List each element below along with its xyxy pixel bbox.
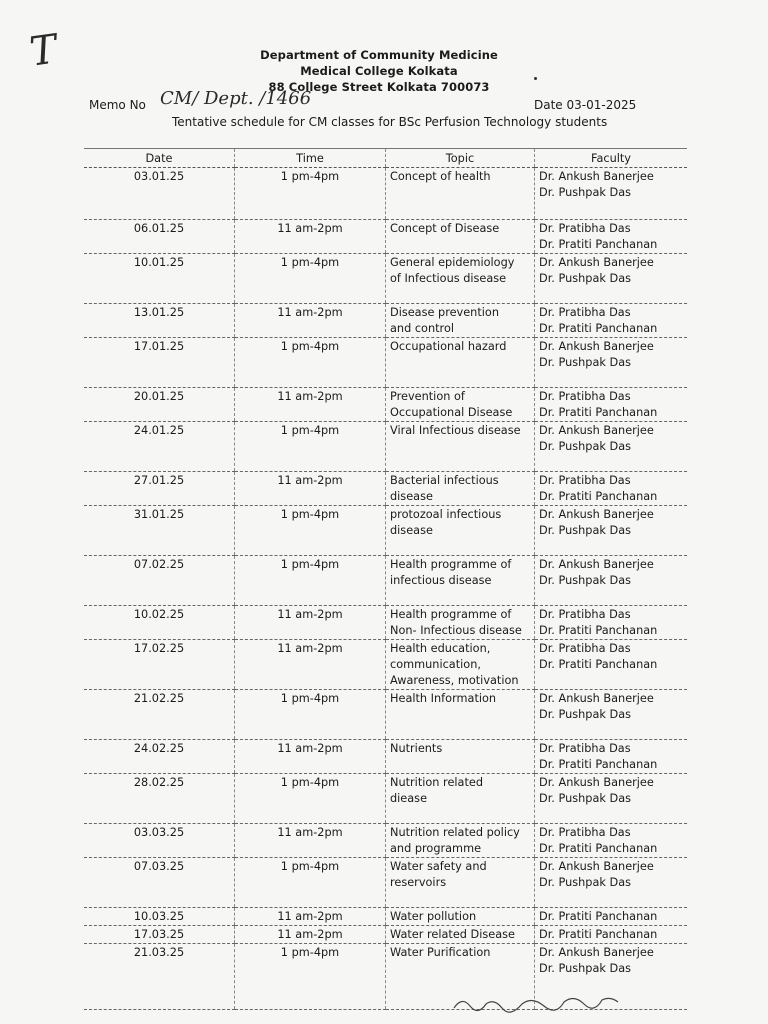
college-name: Medical College Kolkata bbox=[300, 64, 458, 78]
cell-topic bbox=[386, 606, 535, 640]
topic-line: Concept of Disease bbox=[390, 222, 500, 235]
cell-faculty bbox=[535, 506, 688, 556]
topic-line: Water pollution bbox=[390, 910, 477, 923]
table-row bbox=[84, 422, 687, 472]
cell-topic bbox=[386, 304, 535, 338]
cell-topic bbox=[386, 774, 535, 824]
column-header-topic: Topic bbox=[386, 149, 535, 168]
faculty-name: Dr. Pratiti Panchanan bbox=[539, 658, 658, 671]
faculty-name: Dr. Pratiti Panchanan bbox=[539, 842, 658, 855]
cell-time: 11 am-2pm bbox=[235, 824, 386, 858]
cell-topic bbox=[386, 388, 535, 422]
cell-time: 11 am-2pm bbox=[235, 388, 386, 422]
table-row bbox=[84, 506, 687, 556]
cell-date: 03.01.25 bbox=[84, 168, 235, 220]
cell-topic bbox=[386, 824, 535, 858]
topic-line: disease bbox=[390, 490, 433, 503]
cell-topic bbox=[386, 926, 535, 944]
cell-faculty bbox=[535, 640, 688, 690]
topic-line: Water related Disease bbox=[390, 928, 515, 941]
topic-line: Nutrition related policy bbox=[390, 826, 520, 839]
table-row bbox=[84, 556, 687, 606]
cell-faculty bbox=[535, 254, 688, 304]
faculty-name: Dr. Pratiti Panchanan bbox=[539, 624, 658, 637]
cell-topic bbox=[386, 472, 535, 506]
cell-topic bbox=[386, 690, 535, 740]
table-row bbox=[84, 168, 687, 220]
cell-time: 11 am-2pm bbox=[235, 926, 386, 944]
cell-faculty bbox=[535, 556, 688, 606]
cell-date: 10.02.25 bbox=[84, 606, 235, 640]
cell-faculty bbox=[535, 472, 688, 506]
cell-topic bbox=[386, 858, 535, 908]
faculty-name: Dr. Pratibha Das bbox=[539, 390, 631, 403]
cell-time: 11 am-2pm bbox=[235, 220, 386, 254]
cell-time: 1 pm-4pm bbox=[235, 254, 386, 304]
cell-faculty bbox=[535, 422, 688, 472]
table-row bbox=[84, 220, 687, 254]
topic-line: Prevention of bbox=[390, 390, 465, 403]
table-row bbox=[84, 304, 687, 338]
cell-topic bbox=[386, 254, 535, 304]
faculty-name: Dr. Pratibha Das bbox=[539, 642, 631, 655]
memo-label: Memo No bbox=[89, 98, 146, 112]
topic-line: General epidemiology bbox=[390, 256, 515, 269]
faculty-name: Dr. Ankush Banerjee bbox=[539, 340, 654, 353]
faculty-name: Dr. Pratibha Das bbox=[539, 306, 631, 319]
cell-faculty bbox=[535, 690, 688, 740]
cell-time: 1 pm-4pm bbox=[235, 556, 386, 606]
topic-line: and control bbox=[390, 322, 455, 335]
table-row bbox=[84, 388, 687, 422]
topic-line: Health Information bbox=[390, 692, 497, 705]
college-address: 88 College Street Kolkata 700073 bbox=[268, 80, 490, 94]
cell-time: 11 am-2pm bbox=[235, 472, 386, 506]
handwritten-corner-mark: T bbox=[26, 26, 60, 76]
cell-topic bbox=[386, 640, 535, 690]
cell-time: 1 pm-4pm bbox=[235, 944, 386, 1010]
cell-faculty bbox=[535, 926, 688, 944]
faculty-name: Dr. Pushpak Das bbox=[539, 708, 632, 721]
table-row bbox=[84, 740, 687, 774]
cell-time: 1 pm-4pm bbox=[235, 690, 386, 740]
faculty-name: Dr. Ankush Banerjee bbox=[539, 256, 654, 269]
faculty-name: Dr. Ankush Banerjee bbox=[539, 424, 654, 437]
table-row bbox=[84, 690, 687, 740]
table-row bbox=[84, 774, 687, 824]
faculty-name: Dr. Pushpak Das bbox=[539, 356, 632, 369]
cell-date: 20.01.25 bbox=[84, 388, 235, 422]
cell-date: 21.02.25 bbox=[84, 690, 235, 740]
table-row bbox=[84, 908, 687, 926]
faculty-name: Dr. Pratiti Panchanan bbox=[539, 406, 658, 419]
cell-date: 24.01.25 bbox=[84, 422, 235, 472]
cell-faculty bbox=[535, 824, 688, 858]
table-header-row bbox=[84, 149, 687, 168]
table-row bbox=[84, 824, 687, 858]
cell-date: 17.01.25 bbox=[84, 338, 235, 388]
cell-date: 17.03.25 bbox=[84, 926, 235, 944]
faculty-name: Dr. Pratiti Panchanan bbox=[539, 928, 658, 941]
schedule-table bbox=[84, 148, 687, 1010]
cell-faculty bbox=[535, 774, 688, 824]
cell-topic bbox=[386, 338, 535, 388]
cell-time: 1 pm-4pm bbox=[235, 774, 386, 824]
topic-line: Awareness, motivation bbox=[390, 674, 519, 687]
cell-faculty bbox=[535, 740, 688, 774]
department-name: Department of Community Medicine bbox=[260, 48, 498, 62]
faculty-name: Dr. Ankush Banerjee bbox=[539, 170, 654, 183]
faculty-name: Dr. Ankush Banerjee bbox=[539, 860, 654, 873]
topic-line: Bacterial infectious bbox=[390, 474, 499, 487]
cell-faculty bbox=[535, 858, 688, 908]
table-row bbox=[84, 858, 687, 908]
column-header-time: Time bbox=[235, 149, 386, 168]
cell-date: 03.03.25 bbox=[84, 824, 235, 858]
cell-topic bbox=[386, 908, 535, 926]
faculty-name: Dr. Ankush Banerjee bbox=[539, 946, 654, 959]
cell-time: 11 am-2pm bbox=[235, 304, 386, 338]
cell-time: 1 pm-4pm bbox=[235, 168, 386, 220]
table-row bbox=[84, 338, 687, 388]
signature-scribble bbox=[452, 992, 622, 1020]
topic-line: Occupational Disease bbox=[390, 406, 513, 419]
cell-date: 06.01.25 bbox=[84, 220, 235, 254]
faculty-name: Dr. Pratiti Panchanan bbox=[539, 238, 658, 251]
topic-line: Viral Infectious disease bbox=[390, 424, 521, 437]
cell-topic bbox=[386, 220, 535, 254]
topic-line: Water Purification bbox=[390, 946, 491, 959]
cell-date: 07.02.25 bbox=[84, 556, 235, 606]
faculty-name: Dr. Pushpak Das bbox=[539, 962, 632, 975]
topic-line: Nutrients bbox=[390, 742, 443, 755]
topic-line: Health education, bbox=[390, 642, 491, 655]
table-row bbox=[84, 254, 687, 304]
topic-line: Nutrition related bbox=[390, 776, 484, 789]
cell-faculty bbox=[535, 220, 688, 254]
faculty-name: Dr. Pushpak Das bbox=[539, 876, 632, 889]
cell-date: 10.01.25 bbox=[84, 254, 235, 304]
faculty-name: Dr. Pushpak Das bbox=[539, 440, 632, 453]
cell-date: 07.03.25 bbox=[84, 858, 235, 908]
topic-line: and programme bbox=[390, 842, 482, 855]
cell-faculty bbox=[535, 338, 688, 388]
cell-date: 10.03.25 bbox=[84, 908, 235, 926]
cell-date: 17.02.25 bbox=[84, 640, 235, 690]
faculty-name: Dr. Ankush Banerjee bbox=[539, 508, 654, 521]
cell-time: 11 am-2pm bbox=[235, 908, 386, 926]
faculty-name: Dr. Pratiti Panchanan bbox=[539, 322, 658, 335]
table-row bbox=[84, 472, 687, 506]
faculty-name: Dr. Pushpak Das bbox=[539, 792, 632, 805]
faculty-name: Dr. Pushpak Das bbox=[539, 186, 632, 199]
faculty-name: Dr. Pratibha Das bbox=[539, 826, 631, 839]
table-row bbox=[84, 606, 687, 640]
topic-line: diease bbox=[390, 792, 428, 805]
topic-line: Non- Infectious disease bbox=[390, 624, 522, 637]
faculty-name: Dr. Ankush Banerjee bbox=[539, 692, 654, 705]
schedule-subtitle: Tentative schedule for CM classes for BSc Perfusion Technology students bbox=[172, 115, 608, 129]
faculty-name: Dr. Pratiti Panchanan bbox=[539, 758, 658, 771]
topic-line: communication, bbox=[390, 658, 481, 671]
cell-time: 11 am-2pm bbox=[235, 640, 386, 690]
faculty-name: Dr. Pratibha Das bbox=[539, 742, 631, 755]
cell-topic bbox=[386, 168, 535, 220]
faculty-name: Dr. Pratibha Das bbox=[539, 474, 631, 487]
topic-line: Health programme of bbox=[390, 558, 512, 571]
cell-date: 21.03.25 bbox=[84, 944, 235, 1010]
faculty-name: Dr. Pratibha Das bbox=[539, 608, 631, 621]
column-header-date: Date bbox=[84, 149, 235, 168]
memo-number-handwritten: CM/ Dept. /1466 bbox=[160, 88, 312, 109]
cell-faculty bbox=[535, 304, 688, 338]
cell-date: 31.01.25 bbox=[84, 506, 235, 556]
cell-topic bbox=[386, 422, 535, 472]
faculty-name: Dr. Ankush Banerjee bbox=[539, 776, 654, 789]
topic-line: Disease prevention bbox=[390, 306, 499, 319]
cell-faculty bbox=[535, 168, 688, 220]
topic-line: Concept of health bbox=[390, 170, 491, 183]
faculty-name: Dr. Pratiti Panchanan bbox=[539, 490, 658, 503]
cell-time: 1 pm-4pm bbox=[235, 506, 386, 556]
topic-line: protozoal infectious bbox=[390, 508, 502, 521]
cell-time: 11 am-2pm bbox=[235, 606, 386, 640]
speck bbox=[534, 77, 537, 80]
topic-line: disease bbox=[390, 524, 433, 537]
cell-faculty bbox=[535, 908, 688, 926]
faculty-name: Dr. Pratiti Panchanan bbox=[539, 910, 658, 923]
faculty-name: Dr. Pushpak Das bbox=[539, 524, 632, 537]
table-row bbox=[84, 640, 687, 690]
cell-time: 11 am-2pm bbox=[235, 740, 386, 774]
faculty-name: Dr. Pratibha Das bbox=[539, 222, 631, 235]
table-row bbox=[84, 926, 687, 944]
cell-topic bbox=[386, 740, 535, 774]
faculty-name: Dr. Pushpak Das bbox=[539, 272, 632, 285]
cell-faculty bbox=[535, 388, 688, 422]
cell-date: 13.01.25 bbox=[84, 304, 235, 338]
topic-line: Health programme of bbox=[390, 608, 512, 621]
topic-line: reservoirs bbox=[390, 876, 447, 889]
cell-time: 1 pm-4pm bbox=[235, 422, 386, 472]
cell-topic bbox=[386, 506, 535, 556]
memo-date: Date 03-01-2025 bbox=[534, 98, 637, 112]
column-header-faculty: Faculty bbox=[535, 149, 688, 168]
cell-date: 24.02.25 bbox=[84, 740, 235, 774]
cell-topic bbox=[386, 556, 535, 606]
cell-faculty bbox=[535, 606, 688, 640]
topic-line: infectious disease bbox=[390, 574, 492, 587]
faculty-name: Dr. Ankush Banerjee bbox=[539, 558, 654, 571]
topic-line: Water safety and bbox=[390, 860, 487, 873]
topic-line: Occupational hazard bbox=[390, 340, 507, 353]
faculty-name: Dr. Pushpak Das bbox=[539, 574, 632, 587]
cell-time: 1 pm-4pm bbox=[235, 338, 386, 388]
topic-line: of Infectious disease bbox=[390, 272, 507, 285]
cell-date: 28.02.25 bbox=[84, 774, 235, 824]
cell-date: 27.01.25 bbox=[84, 472, 235, 506]
cell-time: 1 pm-4pm bbox=[235, 858, 386, 908]
